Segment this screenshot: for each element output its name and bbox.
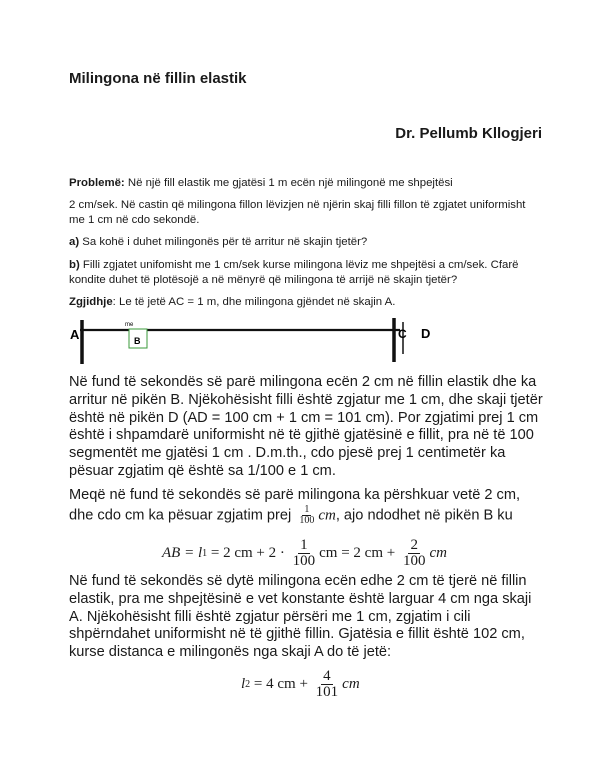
question-b [69,258,549,288]
author-name: Dr. Pellumb Kllogjeri [395,125,542,142]
label-c: C [398,327,407,341]
solution-intro [69,295,539,310]
inline-unit: cm [318,507,336,524]
eq2-sub: 2 [245,678,251,690]
paragraph-2-after: , ajo ndodhet në pikën B ku [335,507,513,524]
paragraph-3: Në fund të sekondës së dytë milingona ecën edhe 2 cm të tjerë në fillin elastik, pra me shpejtësinë e vet konstante është larguar 4 cm nga skaji A. Njëkohësisht filli është zgjatur përsëri me 1 cm, zgjatim i cili shpërndahet uniformisht në të gjithë fillin. Gjatësia e fillit është 102 cm, kurse distanca e milingonës nga skaji A do të jetë: [69,573,532,661]
inline-fraction-den: 100 [299,514,315,526]
eq2-frac-num: 4 [323,667,331,684]
equation-ab [162,535,447,571]
eq2-frac-den: 101 [315,683,339,700]
problem-line1: Në një fill elastik me gjatësi 1 m ecën një milingonë me shpejtësi [127,177,453,189]
page-title: Milingona në fillin elastik [69,70,247,87]
eq1-eq: = 2 cm + 2 · [207,544,289,561]
eq2-lhs: l [241,675,246,692]
solution-colon: : [112,296,116,308]
paragraph-2 [69,487,544,526]
problem-intro [69,176,544,191]
inline-fraction [297,505,316,526]
eq2-eq: = 4 cm + [250,675,312,692]
solution-label: Zgjidhje [69,296,113,308]
eq1-mid: cm = 2 cm + [319,544,399,561]
paragraph-1: Në fund të sekondës së parë milingona ecën 2 cm në fillin elastik dhe ka arritur në pikën B. Njëkohësisht filli është zgjatur me 1 cm, dhe skaji tjetër është në pikën D (AD = 100 cm + 1 cm = 101 cm). Por zgjatimi prej 1 cm është i shpamdarë uniformisht në të gjithë gjatësinë e fillit, pra në të 100 segmentët me gjatësi 1 cm . D.m.th., cdo pjesë prej 1 centimetër ka pësuar zgjatim që është sa 1/100 e 1 cm. [69,374,543,479]
question-a [69,235,539,250]
label-d: D [421,326,431,341]
eq1-frac2-num: 2 [410,536,418,553]
problem-line2: 2 cm/sek. Në castin që milingona fillon lëvizjen në njërin skaj filli fillon të zgjatet uniformisht me 1 cm në cdo sekondë. [69,199,526,226]
eq1-end: cm [429,544,447,561]
question-a-label: a) [69,236,80,248]
paragraph-2-before: Meqë në fund të sekondës së parë milingona ka përshkuar vetë 2 cm, dhe cdo cm ka pësuar zgjatim prej [69,487,521,524]
question-b-label: b) [69,259,80,271]
question-b-text: Filli zgjatet unifomisht me 1 cm/sek kurse milingona lëviz me shpejtësi a cm/sek. Cfarë kondite duhet të plotësojë a në mënyrë që milingona të arrijë në skajin tjetër? [69,259,519,286]
eq1-lhs: AB = l [162,544,203,561]
solution-text: Le të jetë AC = 1 m, dhe milingona gjëndet në skajin A. [115,296,396,308]
ant-mark: me [125,322,134,328]
eq1-sub: 1 [202,547,208,559]
equation-l2 [241,666,360,702]
eq1-frac1-den: 100 [292,552,316,569]
eq1-fraction-2 [401,538,428,569]
eq2-fraction [314,669,341,700]
inline-fraction-num: 1 [304,503,310,515]
eq1-frac1-num: 1 [300,536,308,553]
label-b: B [134,336,141,346]
eq1-fraction-1 [291,538,318,569]
label-a: A [70,327,80,342]
problem-label: Problemë: [69,177,125,189]
question-a-text: Sa kohë i duhet milingonës për të arritur në skajin tjetër? [79,236,368,248]
eq2-end: cm [342,675,360,692]
eq1-frac2-den: 100 [402,552,426,569]
rope-diagram [60,312,440,372]
